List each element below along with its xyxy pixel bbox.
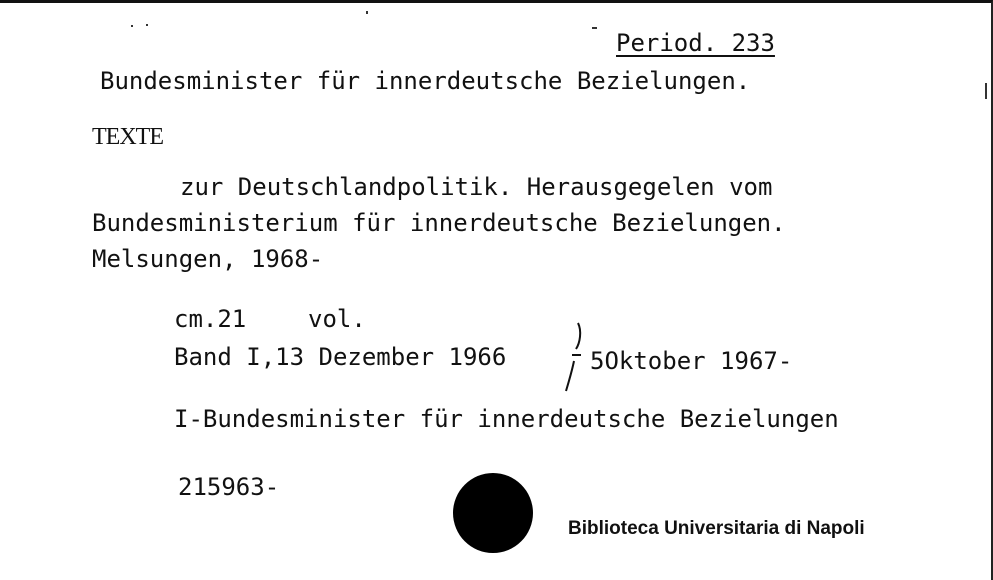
title-line: TEXTE xyxy=(92,124,163,150)
subtitle-line: zur Deutschlandpolitik. Herausgegelen vom xyxy=(180,173,773,201)
ink-speck xyxy=(366,11,368,14)
ink-speck xyxy=(131,25,133,27)
ink-speck xyxy=(985,83,987,99)
author-line: Bundesminister für innerdeutsche Bezielungen. xyxy=(100,67,751,95)
volumes-text: vol. xyxy=(308,305,366,333)
punch-hole xyxy=(453,473,533,553)
call-number: Period. 233 xyxy=(616,29,775,57)
size-text: cm.21 xyxy=(174,305,247,333)
place-date-line: Melsungen, 1968- xyxy=(92,245,324,273)
band-text: Band I,13 Dezember 1966 xyxy=(174,343,507,371)
publisher-line: Bundesministerium für innerdeutsche Bezielungen. xyxy=(92,209,786,237)
ink-speck xyxy=(146,24,148,26)
handwritten-slash xyxy=(562,321,584,393)
library-stamp: Biblioteca Universitaria di Napoli xyxy=(568,518,865,539)
band-end-text: 5Oktober 1967- xyxy=(590,347,793,375)
added-entry-line: I-Bundesminister für innerdeutsche Bezielungen xyxy=(174,405,839,433)
inventory-number: 215963- xyxy=(178,473,280,501)
ink-speck xyxy=(592,27,597,29)
